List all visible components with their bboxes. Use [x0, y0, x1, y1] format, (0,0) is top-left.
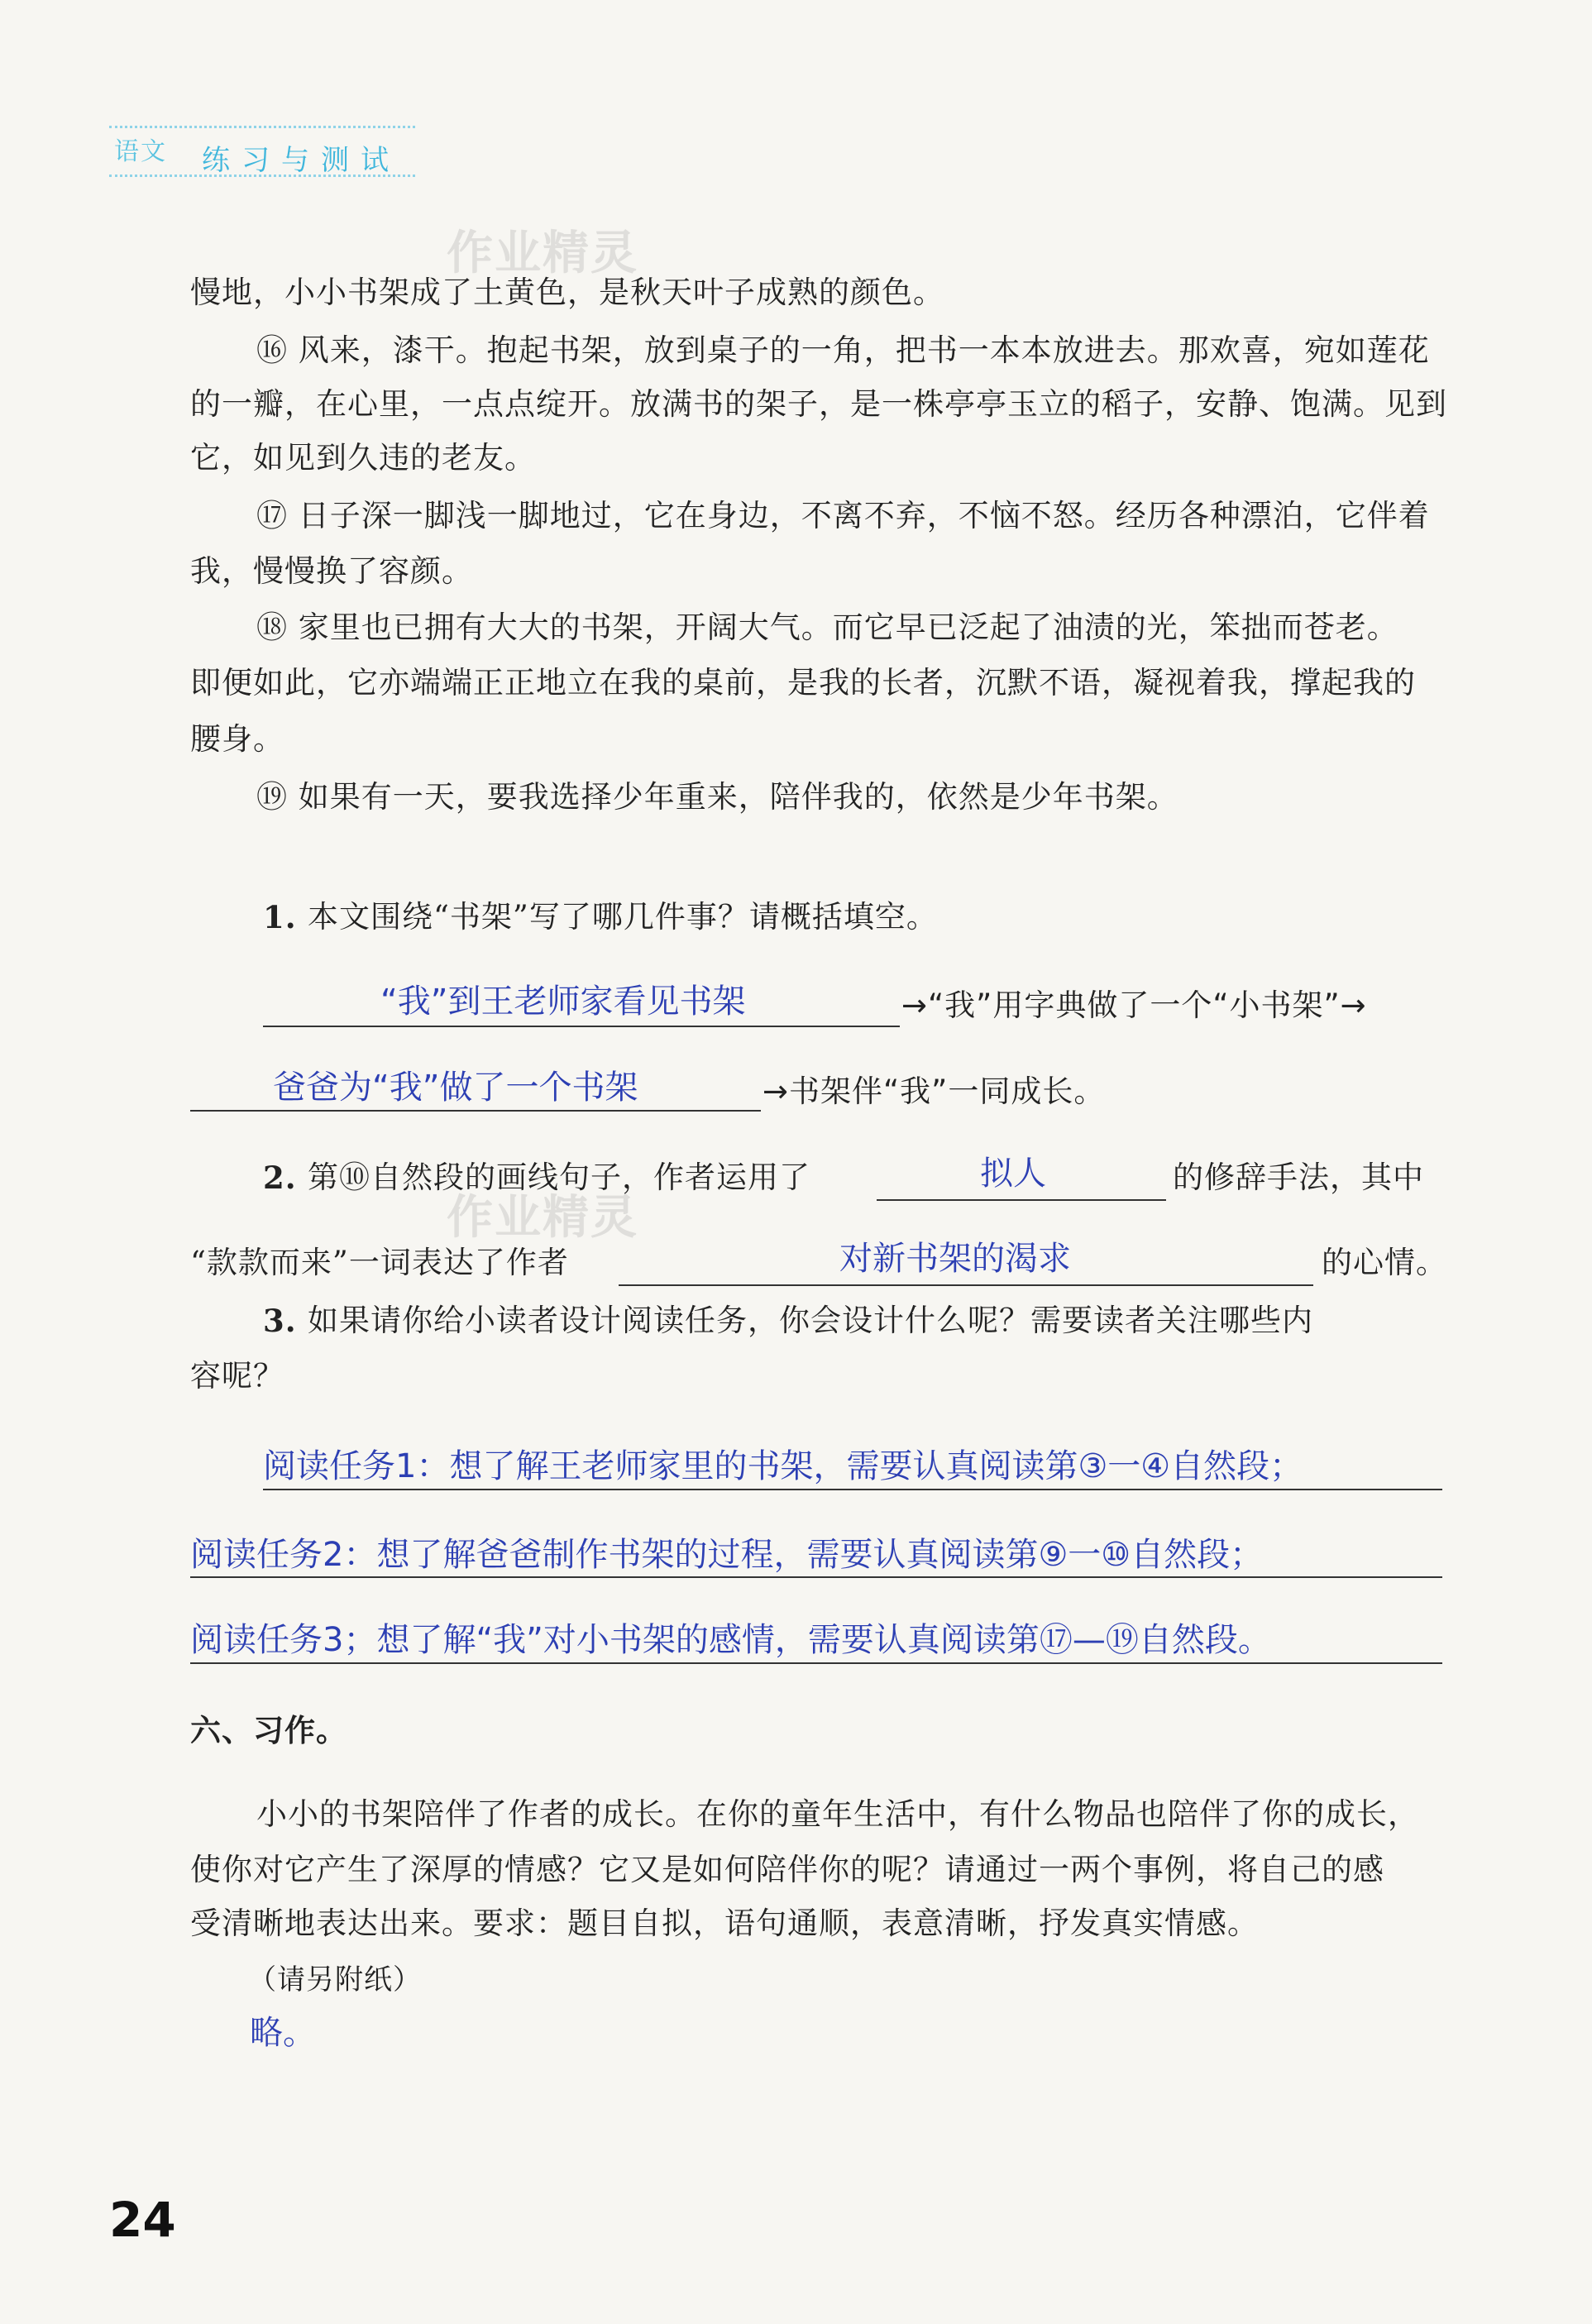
header-title: 练习与测试	[202, 144, 400, 177]
q3-text-b: 容呢？	[190, 1358, 284, 1394]
passage-line: ⑱ 家里也已拥有大大的书架，开阔大气。而它早已泛起了油渍的光，笨拙而苍老。	[256, 610, 1398, 645]
q3-answer-line: 阅读任务2：想了解爸爸制作书架的过程，需要认真阅读第⑨一⑩自然段；	[190, 1536, 1264, 1574]
passage-line: 即便如此，它亦端端正正地立在我的桌前，是我的长者，沉默不语，凝视着我，撑起我的	[190, 665, 1416, 701]
q3-text-a: 如果请你给小读者设计阅读任务，你会设计什么呢？需要读者关注哪些内	[308, 1303, 1313, 1338]
q3-blank-3[interactable]	[190, 1662, 1442, 1664]
q1-tail-text: →书架伴“我”一同成长。	[763, 1074, 1106, 1109]
q1-blank-1[interactable]	[263, 1026, 900, 1027]
header-subject: 语文	[114, 137, 167, 166]
q1-answer-1: “我”到王老师家看见书架	[380, 983, 746, 1021]
q3-blank-2[interactable]	[190, 1576, 1442, 1578]
section6-note: （请另附纸）	[248, 1963, 422, 1996]
q1-text: 本文围绕“书架”写了哪几件事？请概括填空。	[308, 899, 938, 935]
q3-answer-line: 阅读任务3；想了解“我”对小书架的感情，需要认真阅读第⑰—⑲自然段。	[190, 1621, 1271, 1659]
q1-number: 1.	[263, 899, 297, 935]
q2-text-a: 第⑩自然段的画线句子，作者运用了	[308, 1160, 810, 1195]
passage-line: 腰身。	[190, 721, 284, 757]
section6-body: 使你对它产生了深厚的情感？它又是如何陪伴你的呢？请通过一两个事例，将自己的感	[190, 1852, 1384, 1887]
passage-line: 的一瓣，在心里，一点点绽开。放满书的架子，是一株亭亭玉立的稻子，安静、饱满。见到	[190, 386, 1447, 422]
section6-title: 六、习作。	[190, 1712, 347, 1748]
q2-text-d: 的心情。	[1322, 1245, 1447, 1280]
q2-text-b: 的修辞手法，其中	[1173, 1160, 1424, 1195]
section6-body: 小小的书架陪伴了作者的成长。在你的童年生活中，有什么物品也陪伴了你的成长，	[256, 1796, 1419, 1832]
passage-line: 它，如见到久违的老友。	[190, 440, 536, 476]
section6-answer: 略。	[250, 2014, 316, 2052]
q1-answer-2: 爸爸为“我”做了一个书架	[273, 1069, 638, 1107]
q3-number: 3.	[263, 1303, 297, 1339]
page-number: 24	[109, 2192, 176, 2248]
watermark: 作业精灵	[447, 1191, 638, 1245]
passage-line: 慢地，小小书架成了土黄色，是秋天叶子成熟的颜色。	[190, 275, 944, 310]
passage-line: 我，慢慢换了容颜。	[190, 553, 473, 589]
passage-line: ⑲ 如果有一天，要我选择少年重来，陪伴我的，依然是少年书架。	[256, 779, 1178, 815]
q2-blank-2[interactable]	[619, 1284, 1313, 1286]
passage-line: ⑯ 风来，漆干。抱起书架，放到桌子的一角，把书一本本放进去。那欢喜，宛如莲花	[256, 332, 1430, 368]
q2-blank-1[interactable]	[877, 1199, 1166, 1201]
q3-answer-line: 阅读任务1：想了解王老师家里的书架，需要认真阅读第③一④自然段；	[263, 1447, 1303, 1485]
q3-blank-1[interactable]	[263, 1489, 1442, 1490]
section6-body: 受清晰地表达出来。要求：题目自拟，语句通顺，表意清晰，抒发真实情感。	[190, 1906, 1259, 1941]
watermark: 作业精灵	[447, 227, 638, 280]
q2-answer-1: 拟人	[980, 1155, 1046, 1193]
passage-line: ⑰ 日子深一脚浅一脚地过，它在身边，不离不弃，不恼不怒。经历各种漂泊，它伴着	[256, 498, 1430, 533]
q2-text-c: “款款而来”一词表达了作者	[190, 1245, 569, 1280]
q1-mid-text: →“我”用字典做了一个“小书架”→	[901, 987, 1367, 1023]
q1-blank-2[interactable]	[190, 1110, 761, 1112]
q2-number: 2.	[263, 1160, 297, 1196]
q2-answer-2: 对新书架的渴求	[839, 1240, 1071, 1278]
